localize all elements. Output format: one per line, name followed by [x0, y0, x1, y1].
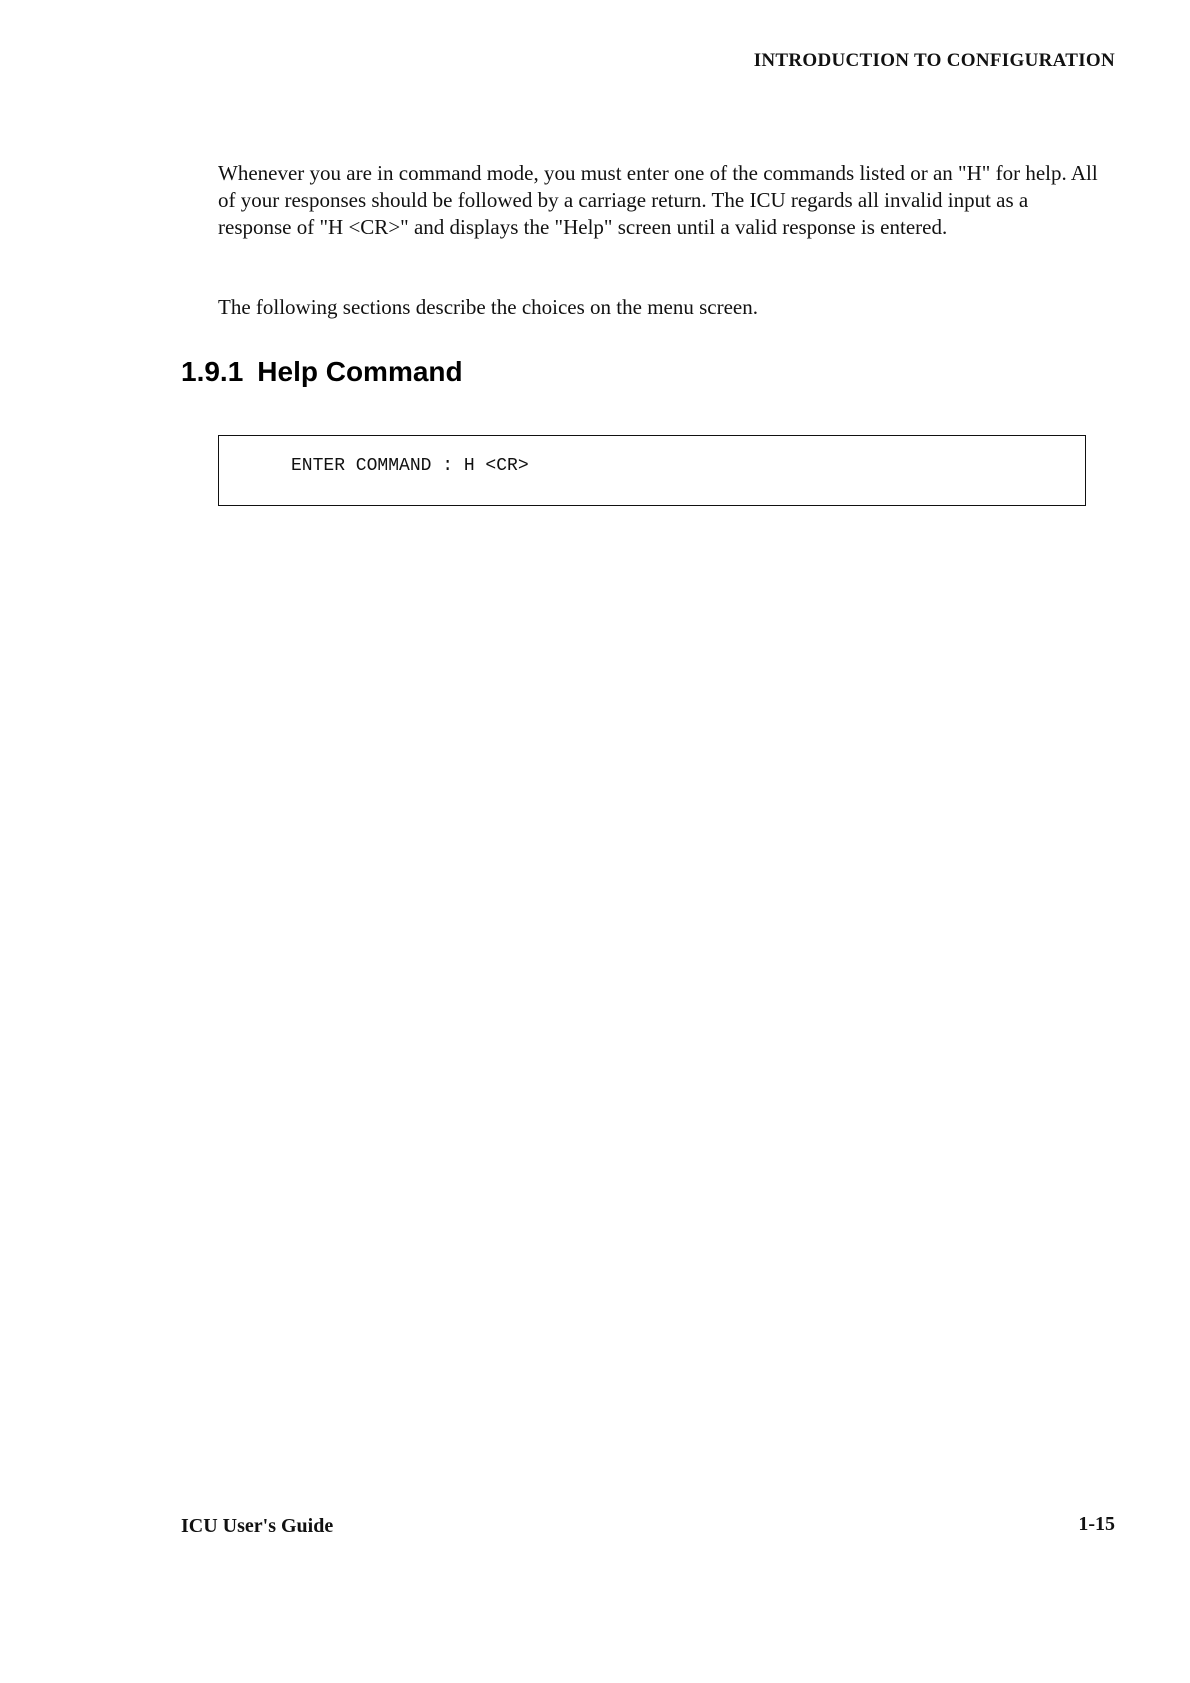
section-title: Help Command — [257, 356, 463, 387]
screen-example-box — [218, 435, 1086, 506]
section-number: 1.9.1 — [181, 356, 244, 387]
screen-example-line: ENTER COMMAND : H <CR> — [291, 456, 529, 476]
footer-page-number: 1-15 — [1078, 1513, 1115, 1535]
section-heading — [181, 356, 463, 388]
footer-guide-title: ICU User's Guide — [181, 1515, 334, 1537]
intro-paragraph: Whenever you are in command mode, you must enter one of the commands listed or an "H" for help. All of your responses should be followed by a carriage return. The ICU regards all invalid input as a response of "H <CR>" and displays the "Help" screen until a valid response is entered. — [218, 161, 1098, 239]
running-head: INTRODUCTION TO CONFIGURATION — [753, 50, 1115, 71]
sections-paragraph: The following sections describe the choices on the menu screen. — [218, 295, 758, 319]
